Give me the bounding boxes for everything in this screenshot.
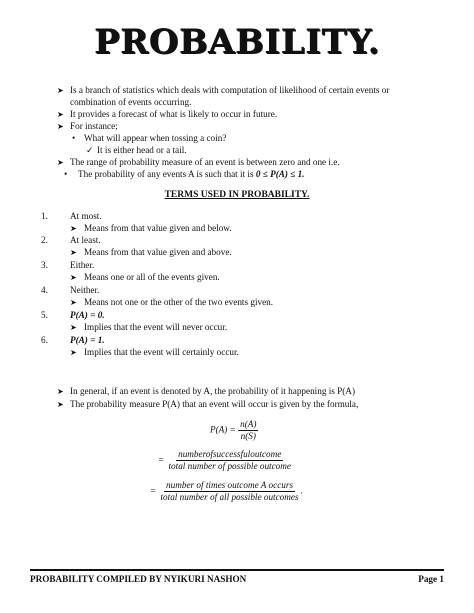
term-meaning: Implies that the event will never occur. bbox=[84, 322, 228, 332]
fraction-numerator: numberofsuccessfuloutcome bbox=[178, 449, 282, 459]
arrow-bullet-icon: ➤ bbox=[57, 110, 64, 119]
arrow-bullet-icon: ➤ bbox=[57, 122, 64, 131]
term-number: 6. bbox=[41, 335, 48, 345]
intro-line: The range of probability measure of an event is between zero and one i.e. bbox=[70, 157, 340, 167]
intro-text: The probability of any events A is such that it is bbox=[78, 169, 254, 179]
fraction-denominator: total number of all possible outcomes bbox=[160, 492, 299, 502]
intro-line: For instance; bbox=[70, 121, 118, 131]
formula-line-3 bbox=[150, 480, 303, 503]
formula-tail: . bbox=[300, 485, 303, 496]
footer-left-text: PROBABILITY COMPILED BY NYIKURI NASHON bbox=[30, 574, 247, 584]
page-number: Page 1 bbox=[418, 574, 444, 584]
term-label: P(A) = 0. bbox=[70, 310, 105, 320]
term-number: 3. bbox=[41, 260, 48, 270]
dot-bullet-icon: • bbox=[64, 169, 68, 179]
term-meaning: Implies that the event will certainly occur. bbox=[84, 347, 239, 357]
fraction-nA-nS bbox=[238, 419, 258, 442]
term-label: At most. bbox=[70, 211, 102, 221]
formula-lhs: P(A) = bbox=[210, 424, 236, 435]
general-line: In general, if an event is denoted by A, the probability of it happening is P(A) bbox=[70, 386, 356, 396]
arrow-bullet-icon: ➤ bbox=[57, 158, 64, 167]
checkmark-icon: ✓ bbox=[86, 145, 94, 155]
arrow-bullet-icon: ➤ bbox=[70, 224, 77, 233]
general-line: The probability measure P(A) that an event will occur is given by the formula, bbox=[70, 399, 359, 409]
term-number: 4. bbox=[41, 285, 48, 295]
term-meaning: Means not one or the other of the two events given. bbox=[84, 297, 274, 307]
arrow-bullet-icon: ➤ bbox=[57, 400, 64, 409]
formula-line-2 bbox=[158, 449, 293, 472]
term-number: 5. bbox=[41, 310, 48, 320]
intro-line: Is a branch of statistics which deals with computation of likelihood of certain events or bbox=[70, 85, 390, 95]
term-label: P(A) = 1. bbox=[70, 335, 105, 345]
arrow-bullet-icon: ➤ bbox=[70, 323, 77, 332]
term-meaning: Means from that value given and below. bbox=[84, 223, 232, 233]
term-number: 1. bbox=[41, 211, 48, 221]
term-label: At least. bbox=[70, 235, 101, 245]
intro-line: It provides a forecast of what is likely to occur in future. bbox=[70, 109, 278, 119]
dot-bullet-icon: • bbox=[72, 133, 76, 143]
fraction-denominator: total number of possible outcome bbox=[168, 461, 291, 471]
intro-line: What will appear when tossing a coin? bbox=[84, 133, 227, 143]
term-meaning: Means from that value given and above. bbox=[84, 247, 232, 257]
arrow-bullet-icon: ➤ bbox=[70, 248, 77, 257]
arrow-bullet-icon: ➤ bbox=[70, 273, 77, 282]
term-label: Either. bbox=[70, 260, 95, 270]
arrow-bullet-icon: ➤ bbox=[70, 348, 77, 357]
fraction-numerator: number of times outcome A occurs bbox=[166, 480, 294, 490]
page-title: PROBABILITY. bbox=[93, 22, 381, 62]
term-label: Neither. bbox=[70, 285, 100, 295]
formula-line-1 bbox=[210, 419, 258, 442]
fraction-numerator: n(A) bbox=[240, 419, 257, 429]
arrow-bullet-icon: ➤ bbox=[57, 86, 64, 95]
fraction-successful-outcome bbox=[167, 449, 294, 472]
intro-line: It is either head or a tail. bbox=[97, 145, 187, 155]
formula-equals: = bbox=[158, 454, 165, 465]
terms-heading: TERMS USED IN PROBABILITY. bbox=[164, 190, 310, 200]
fraction-denominator: n(S) bbox=[240, 431, 256, 441]
fraction-times-outcome bbox=[159, 480, 301, 503]
intro-line bbox=[78, 168, 304, 180]
footer-divider bbox=[30, 569, 444, 571]
range-formula: 0 ≤ P(A) ≤ 1. bbox=[255, 169, 305, 179]
term-meaning: Means one or all of the events given. bbox=[84, 272, 220, 282]
term-number: 2. bbox=[41, 235, 48, 245]
arrow-bullet-icon: ➤ bbox=[70, 298, 77, 307]
formula-equals: = bbox=[150, 485, 157, 496]
arrow-bullet-icon: ➤ bbox=[57, 387, 64, 396]
intro-line: combination of events occurring. bbox=[70, 97, 192, 107]
